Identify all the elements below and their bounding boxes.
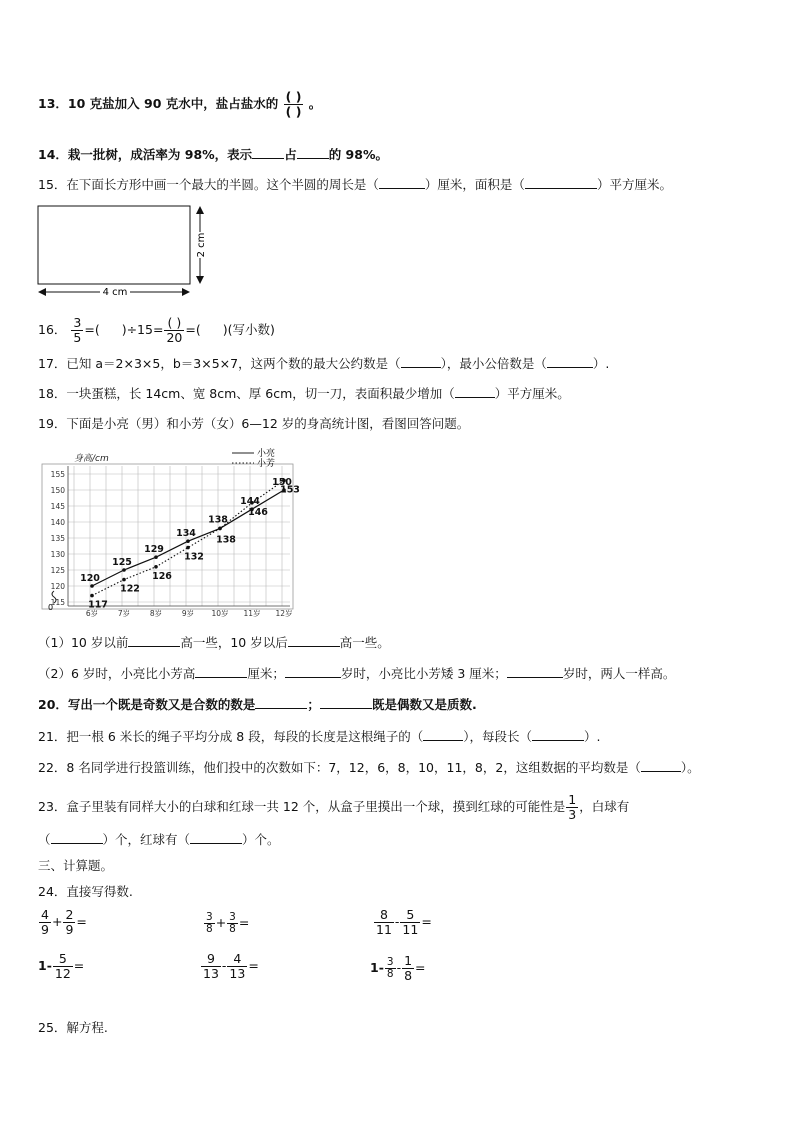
fraction: [566, 793, 578, 822]
blank-fraction[interactable]: [164, 316, 184, 345]
frac-numerator: 3: [386, 956, 394, 968]
question-text: 岁时，小亮比小芳矮 3 厘米；: [340, 666, 507, 681]
arrow-right-icon: [182, 288, 190, 296]
fraction: [385, 957, 396, 980]
answer-blank[interactable]: [252, 158, 284, 159]
data-label: 150: [272, 477, 292, 488]
data-label: 122: [120, 583, 140, 595]
frac-denominator: 8: [229, 923, 236, 935]
question-19-sub1: [38, 634, 390, 652]
frac-denominator: 20: [166, 330, 183, 345]
equals: =: [421, 914, 432, 929]
answer-blank[interactable]: [525, 188, 597, 189]
frac-denominator: 5: [73, 330, 82, 345]
question-16: [38, 316, 275, 345]
question-23: [38, 793, 629, 822]
question-text: 盒子里装有同样大小的白球和红球一共 12 个，从盒子里摸出一个球，摸到红球的可能性是: [66, 799, 566, 814]
fraction: [204, 912, 215, 935]
fraction: [201, 952, 221, 981]
frac-numerator: 4: [41, 907, 49, 922]
question-number: 19．: [38, 416, 67, 431]
question-text: =(: [185, 322, 201, 337]
operator: -: [221, 958, 227, 973]
question-text: ）厘米，面积是（: [424, 177, 525, 192]
data-label: 120: [80, 573, 100, 584]
question-text: 厘米；: [247, 666, 285, 681]
answer-blank[interactable]: [297, 158, 329, 159]
question-text: ）个，红球有（: [102, 832, 191, 847]
question-text: 10 克盐加入 90 克水中，盐占盐水的: [67, 96, 279, 111]
question-text: )÷15=: [121, 322, 164, 337]
calc-expression-5: [200, 952, 259, 981]
answer-blank[interactable]: [641, 771, 681, 772]
question-number: 21．: [38, 729, 67, 744]
question-text: 既是偶数又是质数.: [371, 697, 477, 712]
equals: =: [73, 958, 85, 973]
data-label: 138: [216, 534, 236, 546]
question-13: [38, 90, 321, 119]
fraction: [227, 912, 238, 935]
data-label: 129: [144, 544, 164, 556]
frac-denominator: 13: [203, 966, 219, 981]
question-24: [38, 883, 133, 901]
y-tick-label: 120: [50, 582, 65, 591]
fraction: [63, 908, 75, 937]
rectangle: [38, 206, 190, 284]
question-text: ）个。: [242, 832, 280, 847]
frac-numerator: 9: [201, 952, 221, 967]
question-text: 的 98%。: [328, 147, 388, 162]
y-tick-label: 150: [50, 486, 65, 495]
question-number: 23．: [38, 799, 67, 814]
data-label: 153: [280, 484, 300, 496]
y-tick-label: 130: [50, 550, 65, 559]
frac-denominator: 8: [206, 923, 213, 935]
question-text: ）。: [680, 760, 700, 775]
x-tick-label: 11岁: [243, 609, 261, 618]
x-tick-label: 7岁: [117, 609, 131, 618]
frac-numerator: 1: [568, 792, 577, 807]
arrow-down-icon: [196, 276, 204, 284]
calc-expression-4: [38, 952, 84, 981]
data-point: [122, 568, 126, 572]
equals: =: [248, 958, 259, 973]
question-text: ），最小公倍数是（: [440, 356, 547, 371]
frac-numerator: 5: [400, 908, 420, 923]
data-label: 132: [184, 551, 204, 563]
answer-blank[interactable]: [547, 367, 593, 368]
fraction: [53, 952, 73, 981]
y-tick-label: 135: [50, 534, 65, 543]
frac-denominator: 11: [376, 922, 392, 937]
rectangle-figure: [36, 204, 216, 298]
answer-blank[interactable]: [455, 397, 495, 398]
question-19-sub2: [38, 665, 675, 683]
answer-blank[interactable]: [195, 677, 247, 678]
chart-frame: [42, 464, 293, 609]
question-number: 22．: [38, 760, 67, 775]
data-point: [186, 539, 190, 543]
answer-blank[interactable]: [532, 740, 584, 741]
width-label: 4 cm: [102, 287, 128, 298]
arrow-up-icon: [196, 206, 204, 214]
answer-blank[interactable]: [379, 188, 425, 189]
question-text: ），每段长（: [463, 729, 532, 744]
frac-denominator: 13: [229, 966, 246, 981]
question-number: 15．: [38, 177, 67, 192]
frac-numerator: ( ): [164, 316, 184, 331]
y-tick-label: 155: [50, 470, 65, 479]
answer-blank[interactable]: [128, 646, 180, 647]
frac-numerator: 3: [73, 315, 82, 330]
frac-numerator: 1: [404, 953, 413, 968]
data-label: 125: [112, 557, 132, 568]
data-point: [122, 578, 126, 582]
question-text: 已知 a＝2×3×5，b＝3×5×7，这两个数的最大公约数是（: [66, 356, 401, 371]
answer-blank[interactable]: [285, 677, 341, 678]
fraction: [400, 908, 420, 937]
operator: 1-: [38, 958, 52, 973]
frac-denominator: 9: [65, 922, 74, 937]
calc-expression-6: [370, 954, 426, 983]
origin-label: 0: [48, 603, 54, 612]
frac-numerator: ( ): [285, 89, 302, 104]
question-number: 25．: [38, 1020, 67, 1035]
frac-denominator: 8: [386, 968, 394, 980]
question-end: 。: [308, 96, 322, 111]
question-text: ）平方厘米。: [494, 386, 570, 401]
operator: -: [394, 914, 400, 929]
question-text: ）平方厘米。: [596, 177, 672, 192]
question-text: （2）6 岁时，小亮比小芳高: [38, 666, 196, 681]
question-text: ）.: [583, 729, 601, 744]
frac-denominator: 9: [41, 922, 49, 937]
x-tick-label: 9岁: [181, 609, 195, 618]
equals: =: [238, 915, 250, 930]
question-text: 8 名同学进行投篮训练，他们投中的次数如下：7，12，6，8，10，11，8，2，这组数据的平均数是（: [66, 760, 641, 775]
question-number: 14．: [38, 147, 68, 162]
x-tick-label: 10岁: [211, 609, 229, 618]
question-text: 把一根 6 米长的绳子平均分成 8 段，每段的长度是这根绳子的（: [66, 729, 424, 744]
frac-denominator: ( ): [285, 104, 302, 119]
y-tick-label: 140: [50, 518, 65, 527]
data-label: 146: [248, 506, 268, 518]
question-23-line2: [38, 831, 280, 849]
fraction: [39, 908, 51, 937]
question-22: [38, 759, 700, 777]
frac-numerator: 8: [374, 908, 394, 923]
question-text: 解方程.: [66, 1020, 108, 1035]
answer-blank[interactable]: [423, 740, 463, 741]
x-tick-label: 6岁: [85, 609, 99, 618]
frac-numerator: 2: [65, 907, 74, 922]
calc-expression-2: [203, 912, 249, 935]
operator: +: [51, 914, 63, 929]
y-axis-label: 身高/cm: [74, 454, 109, 464]
question-text: 高一些，10 岁以后: [180, 635, 288, 650]
fraction: [402, 954, 414, 983]
frac-denominator: 12: [54, 966, 71, 981]
calc-expression-1: [38, 908, 87, 937]
question-text: 下面是小亮（男）和小芳（女）6—12 岁的身高统计图，看图回答问题。: [66, 416, 470, 431]
operator: -: [396, 960, 402, 975]
data-point: [90, 594, 94, 598]
question-text: ；: [307, 697, 320, 712]
data-label: 117: [88, 599, 108, 611]
data-point: [218, 527, 222, 531]
question-number: 16．: [38, 322, 67, 337]
fraction: [374, 908, 394, 937]
question-text: （: [38, 832, 51, 847]
question-25: [38, 1019, 108, 1037]
question-18: [38, 385, 570, 403]
x-axis-ticks: [86, 608, 293, 618]
frac-denominator: 8: [404, 968, 413, 983]
operator: +: [215, 915, 227, 930]
legend-label: 小亮: [257, 449, 276, 459]
frac-numerator: 4: [227, 952, 247, 967]
frac-denominator: 3: [568, 807, 577, 822]
answer-blank[interactable]: [401, 367, 441, 368]
question-text: )(写小数): [222, 322, 275, 337]
question-text: 占: [284, 147, 297, 162]
y-tick-label: 145: [50, 502, 65, 511]
equals: =: [415, 960, 426, 975]
fraction: [227, 952, 247, 981]
question-text: 写出一个既是奇数又是合数的数是: [67, 697, 256, 712]
data-label: 126: [152, 570, 172, 582]
y-tick-label: 115: [50, 598, 65, 607]
question-text: 岁时，两人一样高。: [562, 666, 676, 681]
data-label: 144: [240, 496, 260, 508]
data-point: [186, 546, 190, 550]
answer-blank[interactable]: [51, 843, 103, 844]
question-text: ，白球有: [579, 799, 630, 814]
question-text: =(: [84, 322, 100, 337]
data-point: [90, 584, 94, 588]
fraction: [71, 316, 83, 345]
frac-numerator: 5: [53, 952, 73, 967]
question-text: 高一些。: [339, 635, 390, 650]
question-17: [38, 355, 609, 373]
data-point: [154, 565, 158, 569]
operator: 1-: [370, 960, 384, 975]
y-tick-label: 125: [50, 566, 65, 575]
answer-blank[interactable]: [320, 708, 372, 709]
answer-blank[interactable]: [255, 708, 307, 709]
arrow-left-icon: [38, 288, 46, 296]
question-number: 24．: [38, 884, 67, 899]
question-14: [38, 146, 388, 164]
blank-fraction[interactable]: [284, 90, 304, 119]
question-number: 18．: [38, 386, 67, 401]
frac-numerator: 3: [206, 911, 213, 923]
y-axis-ticks: [51, 470, 66, 607]
data-point: [154, 555, 158, 559]
question-number: 13．: [38, 96, 68, 111]
x-tick-label: 12岁: [275, 609, 293, 618]
frac-denominator: 11: [402, 922, 419, 937]
question-21: [38, 728, 600, 746]
question-text: 栽一批树，成活率为 98%，表示: [67, 147, 253, 162]
height-line-chart: [40, 444, 300, 620]
section-heading: 三、计算题。: [38, 858, 114, 873]
equals: =: [76, 914, 87, 929]
question-15: [38, 176, 672, 194]
frac-numerator: 3: [229, 911, 236, 923]
height-label: 2 cm: [196, 232, 207, 258]
data-label: 138: [208, 514, 228, 526]
question-19: [38, 415, 469, 433]
calc-expression-3: [373, 908, 432, 937]
question-number: 20．: [38, 697, 68, 712]
answer-blank[interactable]: [507, 677, 563, 678]
question-text: 一块蛋糕，长 14cm、宽 8cm、厚 6cm，切一刀，表面积最少增加（: [66, 386, 455, 401]
question-text: （1）10 岁以前: [38, 635, 129, 650]
x-tick-label: 8岁: [149, 609, 163, 618]
question-number: 17．: [38, 356, 67, 371]
question-text: ）.: [592, 356, 610, 371]
question-text: 直接写得数.: [66, 884, 133, 899]
question-text: 在下面长方形中画一个最大的半圆。这个半圆的周长是（: [66, 177, 379, 192]
answer-blank[interactable]: [288, 646, 340, 647]
legend-label: 小芳: [257, 459, 276, 469]
data-label: 134: [176, 528, 196, 540]
question-20: [38, 696, 477, 714]
answer-blank[interactable]: [190, 843, 242, 844]
